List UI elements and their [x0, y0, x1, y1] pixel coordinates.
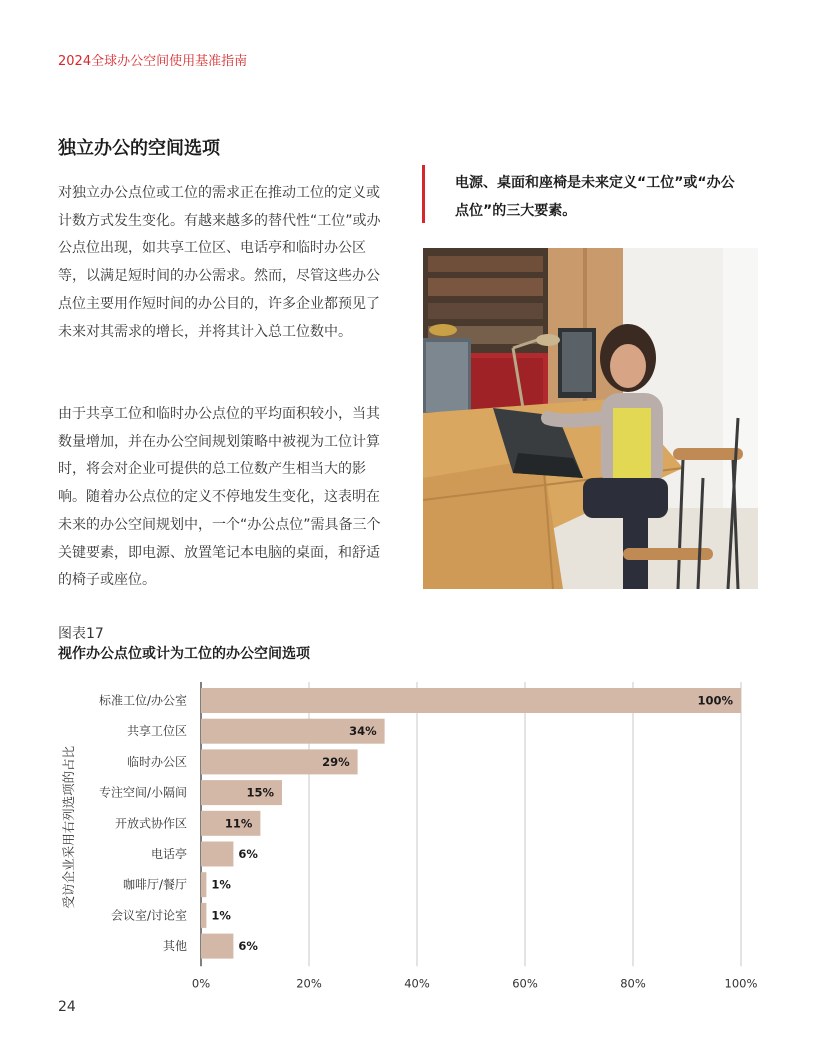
- running-header: 2024全球办公空间使用基准指南: [58, 54, 248, 69]
- pullquote: [422, 165, 745, 223]
- bar: [201, 872, 206, 897]
- category-label: 共享工位区: [126, 724, 187, 739]
- figure-label: 图表17: [58, 626, 104, 642]
- section-title: 独立办公的空间选项: [58, 138, 220, 159]
- horizontal-bar-chart: [55, 680, 785, 1000]
- body-paragraph-2: 由于共享工位和临时办公点位的平均面积较小，当其数量增加，并在办公空间规划策略中被视为工位计算时，将会对企业可提供的总工位数产生相当大的影响。随着办公点位的定义不停地发生变化，这表明在未来的办公空间规划中，一个“办公点位”需具备三个关键要素，即电源、放置笔记本电脑的桌面，和舒适的椅子或座位。: [58, 406, 381, 589]
- category-label: 标准工位/办公室: [98, 693, 187, 708]
- category-label: 专注空间/小隔间: [98, 785, 187, 800]
- x-tick-label: 100%: [724, 976, 758, 991]
- office-photo-illustration: [423, 248, 758, 589]
- value-label: 6%: [238, 939, 258, 954]
- bar: [201, 688, 741, 713]
- bar: [201, 842, 233, 867]
- x-tick-label: 80%: [620, 976, 646, 991]
- x-tick-label: 40%: [404, 976, 430, 991]
- value-label: 1%: [211, 908, 231, 923]
- office-photo: [423, 248, 758, 589]
- x-tick-label: 60%: [512, 976, 538, 991]
- x-tick-label: 20%: [296, 976, 322, 991]
- value-label: 11%: [224, 816, 253, 831]
- page-number: 24: [58, 999, 76, 1015]
- value-label: 6%: [238, 847, 258, 861]
- bar: [201, 934, 233, 959]
- category-label: 电话亭: [150, 847, 187, 861]
- pullquote-text: 电源、桌面和座椅是未来定义“工位”或“办公点位”的三大要素。: [455, 175, 735, 219]
- bar: [201, 903, 206, 928]
- value-label: 15%: [246, 785, 274, 800]
- category-label: 开放式协作区: [114, 816, 187, 831]
- value-label: 34%: [349, 724, 377, 739]
- x-tick-label: 0%: [191, 976, 211, 991]
- value-label: 100%: [697, 693, 733, 708]
- category-label: 咖啡厅/餐厅: [122, 877, 187, 892]
- figure-title: 视作办公点位或计为工位的办公空间选项: [58, 646, 310, 662]
- value-label: 1%: [211, 877, 231, 892]
- body-paragraph-1: 对独立办公点位或工位的需求正在推动工位的定义或计数方式发生变化。有越来越多的替代性“工位”或办公点位出现，如共享工位区、电话亭和临时办公区等，以满足短时间的办公需求。然而，尽管这些办公点位主要用作短时间的办公目的，许多企业都预见了未来对其需求的增长，并将其计入总工位数中。: [58, 185, 381, 340]
- value-label: 29%: [322, 754, 350, 769]
- category-label: 其他: [162, 939, 187, 954]
- y-axis-title: 受访企业采用右列选项的占比: [61, 745, 76, 909]
- category-label: 会议室/讨论室: [110, 908, 187, 923]
- category-label: 临时办公区: [126, 754, 187, 769]
